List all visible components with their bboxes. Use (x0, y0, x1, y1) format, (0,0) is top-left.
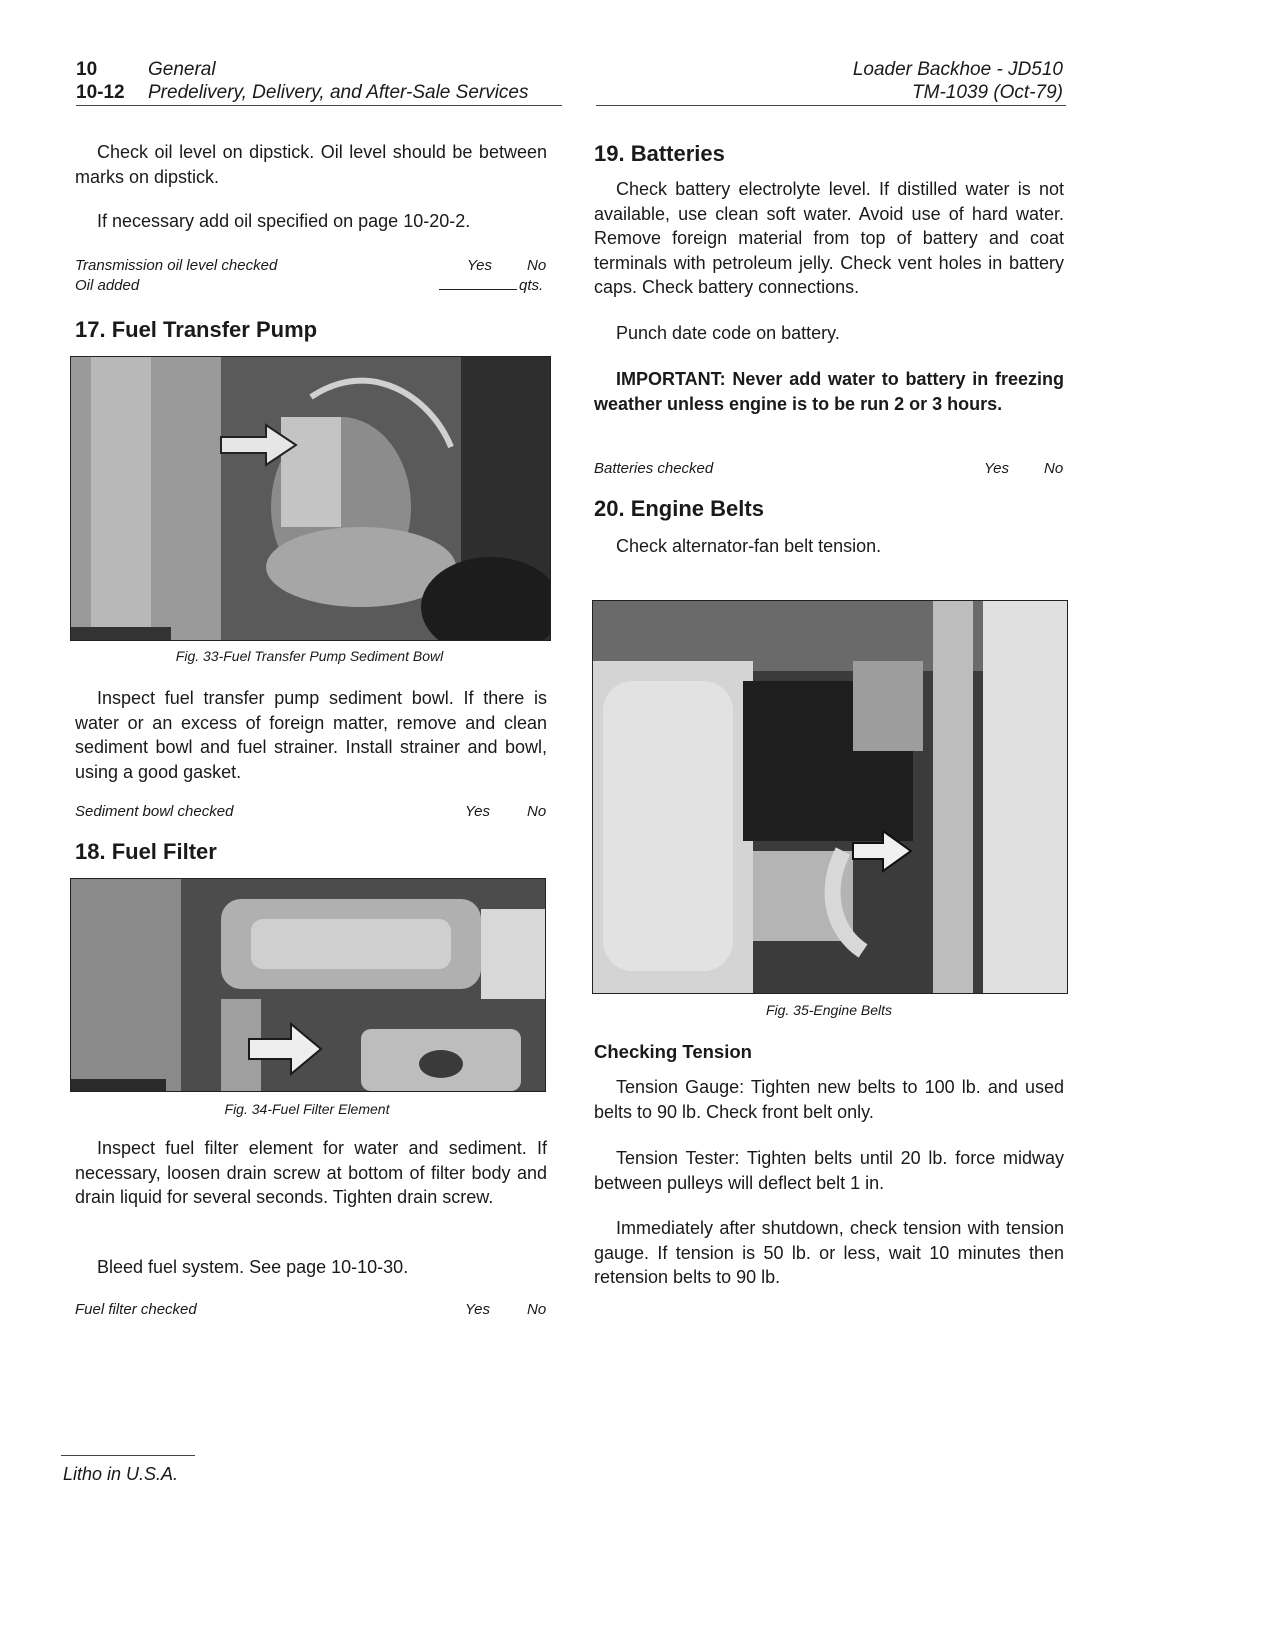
header-right (853, 58, 1063, 104)
blank-quantity-line (439, 276, 543, 296)
checklist-no: No (527, 803, 547, 820)
add-oil-paragraph: If necessary add oil specified on page 10-20-2. (97, 211, 471, 231)
punch-date-paragraph: Punch date code on battery. (616, 323, 840, 343)
checklist-transmission-oil (75, 256, 547, 276)
checklist-fuel-filter (75, 1300, 547, 1320)
tension-tester-paragraph: Tension Tester: Tighten belts until 20 lb. force midway between pulleys will deflect belt 1 in. (594, 1148, 1064, 1193)
page-number: 10-12 (76, 82, 125, 103)
header-rule-left (76, 105, 562, 106)
checklist-label: Sediment bowl checked (75, 803, 234, 820)
checklist-batteries (594, 459, 1064, 479)
manual-title: Loader Backhoe - JD510 (852, 59, 1063, 80)
checklist-oil-added (75, 276, 547, 296)
checklist-yes: Yes (467, 257, 493, 274)
footer-rule (61, 1455, 195, 1456)
checklist-sediment-bowl (75, 802, 547, 822)
checklist-label: Oil added (75, 277, 140, 294)
figure-33-caption: Fig. 33-Fuel Transfer Pump Sediment Bowl (175, 648, 444, 664)
page-section-number: 10 (76, 59, 98, 80)
checklist-yes: Yes (984, 460, 1010, 477)
section-18-title: 18. Fuel Filter (75, 839, 217, 864)
section-19-title: 19. Batteries (594, 141, 725, 166)
tension-gauge-paragraph: Tension Gauge: Tighten new belts to 100 lb. and used belts to 90 lb. Check front belt only. (594, 1077, 1064, 1122)
subsection-title: Predelivery, Delivery, and After-Sale Services (148, 82, 529, 103)
section-17-title: 17. Fuel Transfer Pump (75, 317, 318, 342)
checklist-yes: Yes (465, 1301, 491, 1318)
bleed-fuel-paragraph: Bleed fuel system. See page 10-10-30. (97, 1257, 409, 1277)
checklist-yes: Yes (465, 803, 491, 820)
quantity-unit: qts. (519, 277, 544, 294)
section-20-title: 20. Engine Belts (594, 496, 764, 521)
figure-34-caption: Fig. 34-Fuel Filter Element (224, 1101, 390, 1117)
checking-tension-heading: Checking Tension (594, 1041, 752, 1062)
belt-tension-paragraph: Check alternator-fan belt tension. (616, 536, 882, 556)
checklist-no: No (527, 257, 547, 274)
checklist-no: No (1044, 460, 1064, 477)
header-rule-right (596, 105, 1066, 106)
oil-level-paragraph: Check oil level on dipstick. Oil level should be between marks on dipstick. (75, 142, 547, 187)
important-note: IMPORTANT: Never add water to battery in freezing weather unless engine is to be run 2 or 3 hours. (594, 369, 1064, 414)
checklist-label: Transmission oil level checked (75, 257, 278, 274)
checklist-label: Fuel filter checked (75, 1301, 197, 1318)
fuel-filter-photo (70, 878, 546, 1092)
footer-litho: Litho in U.S.A. (63, 1464, 179, 1484)
checklist-label: Batteries checked (594, 460, 714, 477)
retension-paragraph: Immediately after shutdown, check tension with tension gauge. If tension is 50 lb. or less, wait 10 minutes then retension belts to 90 lb. (594, 1218, 1064, 1287)
sediment-bowl-paragraph: Inspect fuel transfer pump sediment bowl. If there is water or an excess of foreign matter, remove and clean sediment bowl and fuel strainer. Install strainer and bowl, using a good gasket. (75, 688, 547, 782)
header-left (76, 58, 529, 104)
manual-code: TM-1039 (Oct-79) (912, 82, 1063, 103)
fuel-transfer-pump-photo (70, 356, 551, 641)
figure-35-caption: Fig. 35-Engine Belts (765, 1002, 893, 1018)
checklist-no: No (527, 1301, 547, 1318)
section-title: General (148, 59, 216, 80)
batteries-paragraph: Check battery electrolyte level. If distilled water is not available, use clean soft water. Avoid use of hard water. Remove foreign material from top of battery and coat terminals with petroleum jelly. Check vent holes in battery caps. Check battery connections. (594, 179, 1064, 297)
fuel-filter-paragraph: Inspect fuel filter element for water and sediment. If necessary, loosen drain screw at bottom of filter body and drain liquid for several seconds. Tighten drain screw. (75, 1138, 547, 1207)
engine-belts-photo (592, 600, 1068, 994)
